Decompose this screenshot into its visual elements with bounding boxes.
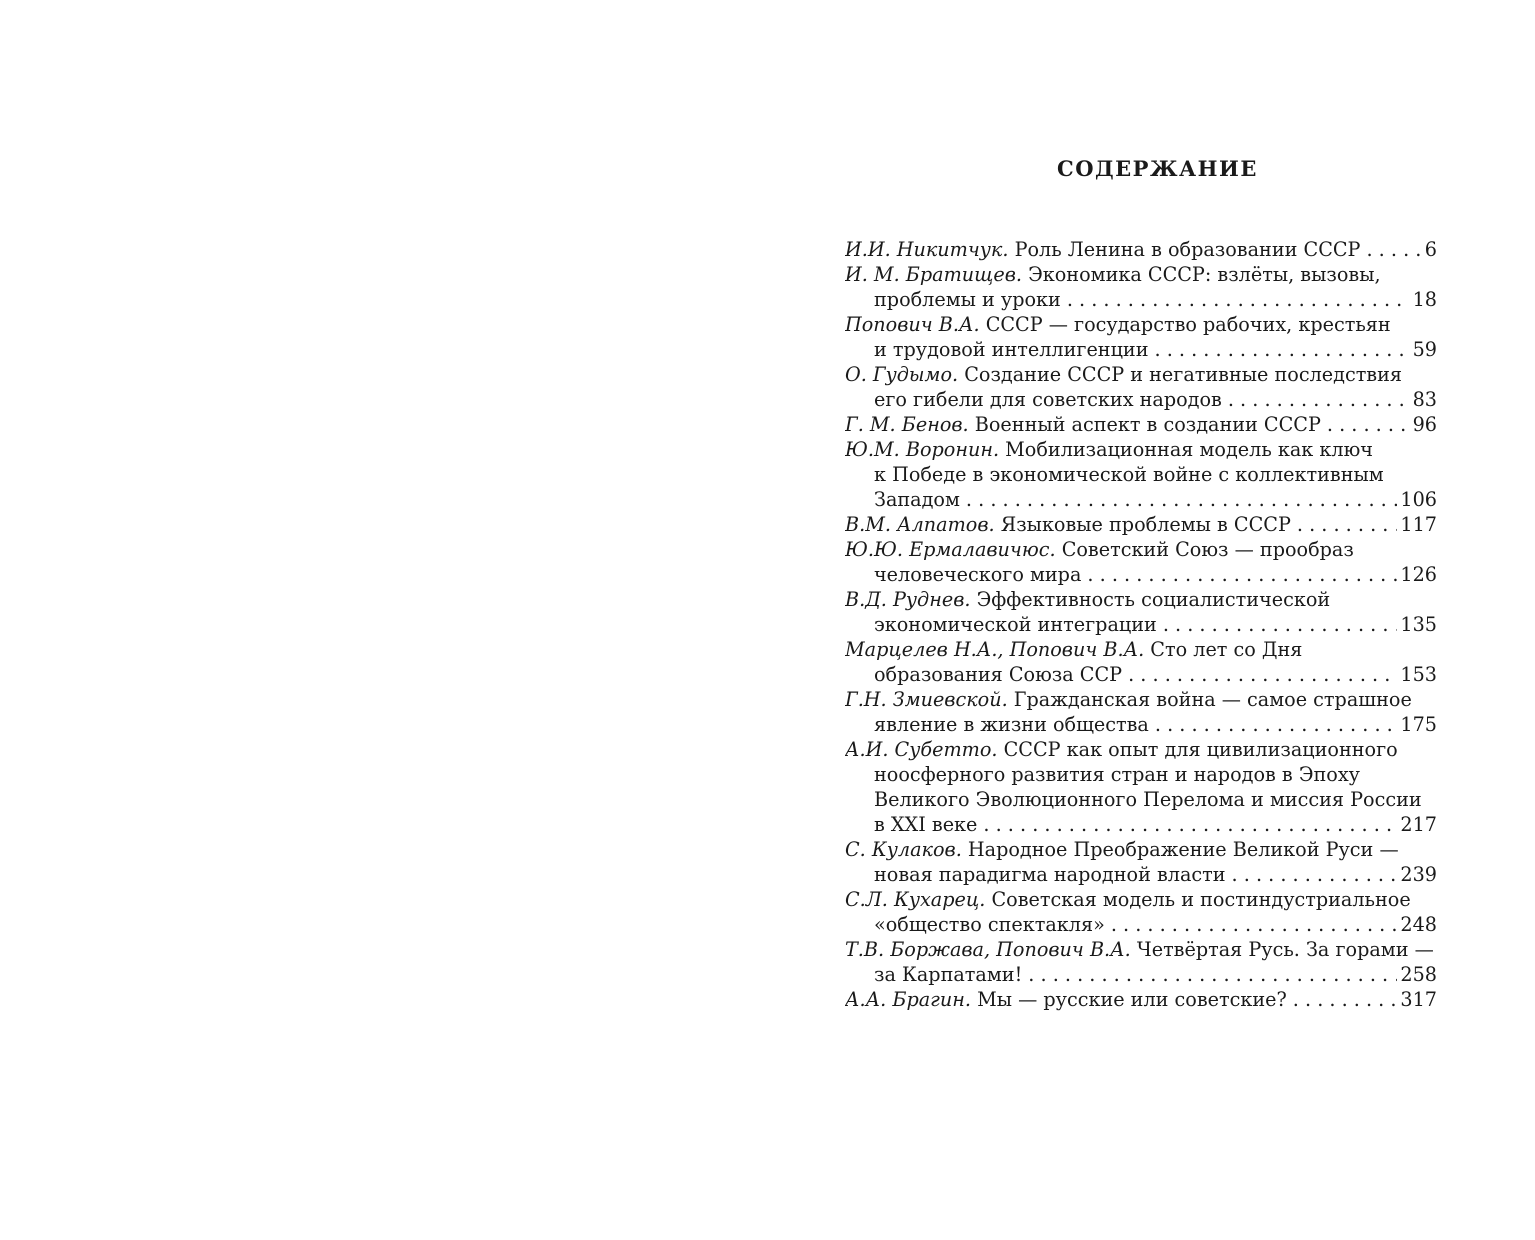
toc-leader-dots	[1163, 612, 1398, 637]
toc-entry-text	[845, 588, 1330, 611]
toc-entry[interactable]	[845, 362, 1437, 412]
toc-entry-title: Роль Ленина в образовании СССР	[1008, 238, 1361, 261]
toc-entry-text	[874, 463, 1384, 486]
toc-entry-text	[874, 337, 1149, 362]
toc-entry-text	[845, 738, 1398, 761]
toc-entry-author: Т.В. Боржава, Попович В.А.	[845, 938, 1131, 961]
toc-entry-author: В.М. Алпатов.	[845, 513, 995, 536]
toc-entry[interactable]	[845, 887, 1437, 937]
toc-entry[interactable]	[845, 737, 1437, 837]
toc-entry-text	[874, 812, 977, 837]
toc-entry-text	[845, 987, 1287, 1012]
toc-entry-line	[845, 687, 1437, 712]
toc-entry-line	[845, 337, 1437, 362]
toc-page-number: 6	[1424, 238, 1437, 261]
toc-entry-title: Мобилизационная модель как ключ	[999, 438, 1373, 461]
toc-entry-text	[845, 363, 1402, 386]
toc-entry-title: Советский Союз — прообраз	[1055, 538, 1354, 561]
toc-entry-line	[845, 287, 1437, 312]
toc-entry-text	[845, 538, 1354, 561]
toc-entry-title: СССР как опыт для цивилизационного	[997, 738, 1398, 761]
toc-leader-dots	[1155, 337, 1410, 362]
toc-entry-title: Эффективность социалистической	[970, 588, 1331, 611]
toc-entry-title: Советская модель и постиндустриальное	[985, 888, 1411, 911]
toc-entry-line	[845, 612, 1437, 637]
toc-title: СОДЕРЖАНИЕ	[1057, 156, 1258, 181]
toc-entry[interactable]	[845, 237, 1437, 262]
toc-entry-text	[874, 562, 1081, 587]
toc-entry-title: Военный аспект в создании СССР	[968, 413, 1321, 436]
toc-entry-line	[845, 737, 1437, 762]
toc-entry-title: Создание СССР и негативные последствия	[958, 363, 1403, 386]
toc-entry[interactable]	[845, 687, 1437, 737]
toc-entry-title: Западом	[874, 488, 960, 511]
left-page-blank	[0, 0, 767, 1240]
toc-entry-text	[845, 512, 1291, 537]
toc-leader-dots	[1293, 987, 1398, 1012]
toc-entry-text	[874, 862, 1226, 887]
toc-page-number: 59	[1412, 338, 1437, 361]
toc-entry-line	[845, 462, 1437, 487]
toc-entry-title: новая парадигма народной власти	[874, 863, 1226, 886]
toc-entry-line	[845, 637, 1437, 662]
toc-entry-title: Народное Преображение Великой Руси —	[961, 838, 1399, 861]
toc-leader-dots	[1111, 912, 1398, 937]
toc-entry-text	[874, 788, 1422, 811]
toc-entry-line	[845, 937, 1437, 962]
table-of-contents	[845, 237, 1437, 1012]
toc-page-number: 135	[1400, 613, 1437, 636]
toc-entry-text	[874, 487, 960, 512]
toc-entry-author: Попович В.А.	[845, 313, 980, 336]
toc-entry-title: «общество спектакля»	[874, 913, 1105, 936]
toc-entry[interactable]	[845, 437, 1437, 512]
toc-entry-line	[845, 437, 1437, 462]
toc-entry-line	[845, 787, 1437, 812]
toc-page-number: 317	[1400, 988, 1437, 1011]
toc-entry-line	[845, 837, 1437, 862]
toc-entry-author: Г.Н. Змиевской.	[845, 688, 1008, 711]
toc-page-number: 217	[1400, 813, 1437, 836]
toc-entry-line	[845, 262, 1437, 287]
toc-leader-dots	[1297, 512, 1397, 537]
toc-entry-line	[845, 862, 1437, 887]
toc-entry-line	[845, 962, 1437, 987]
toc-entry-text	[874, 287, 1061, 312]
toc-entry-author: И. М. Братищев.	[845, 263, 1022, 286]
toc-entry-title: явление в жизни общества	[874, 713, 1149, 736]
toc-entry-author: Ю.Ю. Ермалавичюс.	[845, 538, 1056, 561]
toc-entry[interactable]	[845, 512, 1437, 537]
toc-entry-author: В.Д. Руднев.	[845, 588, 971, 611]
toc-page-number: 248	[1400, 913, 1437, 936]
toc-entry-text	[845, 888, 1411, 911]
toc-entry-text	[874, 912, 1105, 937]
toc-page-number: 117	[1400, 513, 1437, 536]
toc-entry-title: к Победе в экономической войне с коллективным	[874, 463, 1384, 486]
toc-entry-line	[845, 762, 1437, 787]
right-page	[767, 0, 1535, 1240]
toc-entry-text	[874, 712, 1149, 737]
toc-entry[interactable]	[845, 837, 1437, 887]
toc-entry-title: Сто лет со Дня	[1144, 638, 1303, 661]
toc-entry[interactable]	[845, 537, 1437, 587]
toc-entry-text	[874, 612, 1157, 637]
toc-entry-text	[845, 688, 1412, 711]
toc-page-number: 18	[1412, 288, 1437, 311]
toc-page-number: 239	[1400, 863, 1437, 886]
toc-entry-line	[845, 387, 1437, 412]
toc-entry-line	[845, 587, 1437, 612]
toc-entry-title: Великого Эволюционного Перелома и миссия России	[874, 788, 1422, 811]
toc-entry-title: СССР — государство рабочих, крестьян	[979, 313, 1391, 336]
toc-entry-title: Четвёртая Русь. За горами —	[1130, 938, 1434, 961]
toc-leader-dots	[1087, 562, 1397, 587]
toc-entry-text	[845, 313, 1391, 336]
toc-page-number: 126	[1400, 563, 1437, 586]
toc-page-number: 106	[1400, 488, 1437, 511]
toc-entry[interactable]	[845, 937, 1437, 987]
toc-page-number: 175	[1400, 713, 1437, 736]
toc-entry-author: Марцелев Н.А., Попович В.А.	[845, 638, 1145, 661]
toc-entry-text	[845, 263, 1381, 286]
toc-entry-title: Гражданская война — самое страшное	[1007, 688, 1412, 711]
toc-page-number: 83	[1412, 388, 1437, 411]
toc-leader-dots	[966, 487, 1397, 512]
toc-entry-author: А.А. Брагин.	[845, 988, 971, 1011]
toc-entry-line	[845, 712, 1437, 737]
toc-entry-author: Ю.М. Воронин.	[845, 438, 1000, 461]
toc-entry-title: образования Союза ССР	[874, 663, 1123, 686]
toc-entry-title: проблемы и уроки	[874, 288, 1061, 311]
toc-entry-line	[845, 812, 1437, 837]
toc-entry-title: Экономика СССР: взлёты, вызовы,	[1021, 263, 1381, 286]
toc-page-number: 153	[1400, 663, 1437, 686]
toc-entry[interactable]	[845, 262, 1437, 312]
toc-entry[interactable]	[845, 637, 1437, 687]
toc-entry-text	[874, 763, 1360, 786]
toc-entry-text	[874, 962, 1022, 987]
toc-entry-title: в XXI веке	[874, 813, 978, 836]
toc-leader-dots	[1232, 862, 1398, 887]
toc-entry-title: и трудовой интеллигенции	[874, 338, 1149, 361]
toc-entry-title: Языковые проблемы в СССР	[994, 513, 1291, 536]
toc-page-number: 96	[1412, 413, 1437, 436]
toc-entry-text	[845, 638, 1302, 661]
toc-entry-line	[845, 987, 1437, 1012]
toc-entry-line	[845, 912, 1437, 937]
toc-entry-line	[845, 487, 1437, 512]
toc-entry-title: Мы — русские или советские?	[970, 988, 1287, 1011]
toc-entry[interactable]	[845, 987, 1437, 1012]
toc-entry-text	[874, 662, 1122, 687]
toc-entry-text	[845, 412, 1321, 437]
toc-entry-author: Г. М. Бенов.	[845, 413, 969, 436]
toc-entry[interactable]	[845, 587, 1437, 637]
toc-leader-dots	[1228, 387, 1410, 412]
toc-leader-dots	[983, 812, 1397, 837]
toc-entry-title: за Карпатами!	[874, 963, 1023, 986]
toc-entry-title: экономической интеграции	[874, 613, 1157, 636]
toc-entry-line	[845, 562, 1437, 587]
toc-entry-title: человеческого мира	[874, 563, 1082, 586]
toc-entry-text	[845, 237, 1360, 262]
toc-leader-dots	[1327, 412, 1410, 437]
toc-entry-line	[845, 662, 1437, 687]
toc-entry-author: И.И. Никитчук.	[845, 238, 1009, 261]
toc-leader-dots	[1028, 962, 1397, 987]
toc-leader-dots	[1128, 662, 1397, 687]
toc-entry-author: С. Кулаков.	[845, 838, 962, 861]
toc-entry[interactable]	[845, 412, 1437, 437]
toc-entry-title: ноосферного развития стран и народов в Эпоху	[874, 763, 1360, 786]
toc-entry-text	[874, 387, 1222, 412]
toc-entry-author: О. Гудымо.	[845, 363, 959, 386]
toc-entry-text	[845, 938, 1434, 961]
toc-leader-dots	[1366, 237, 1421, 262]
toc-entry-line	[845, 537, 1437, 562]
toc-entry-author: А.И. Субетто.	[845, 738, 998, 761]
toc-page-number: 258	[1400, 963, 1437, 986]
toc-entry-line	[845, 412, 1437, 437]
toc-entry-line	[845, 312, 1437, 337]
toc-entry-line	[845, 362, 1437, 387]
toc-entry-title: его гибели для советских народов	[874, 388, 1222, 411]
toc-entry-line	[845, 237, 1437, 262]
toc-entry-author: С.Л. Кухарец.	[845, 888, 986, 911]
toc-entry[interactable]	[845, 312, 1437, 362]
toc-entry-line	[845, 887, 1437, 912]
toc-leader-dots	[1067, 287, 1410, 312]
toc-entry-text	[845, 438, 1373, 461]
toc-entry-line	[845, 512, 1437, 537]
toc-entry-text	[845, 838, 1399, 861]
toc-leader-dots	[1155, 712, 1398, 737]
